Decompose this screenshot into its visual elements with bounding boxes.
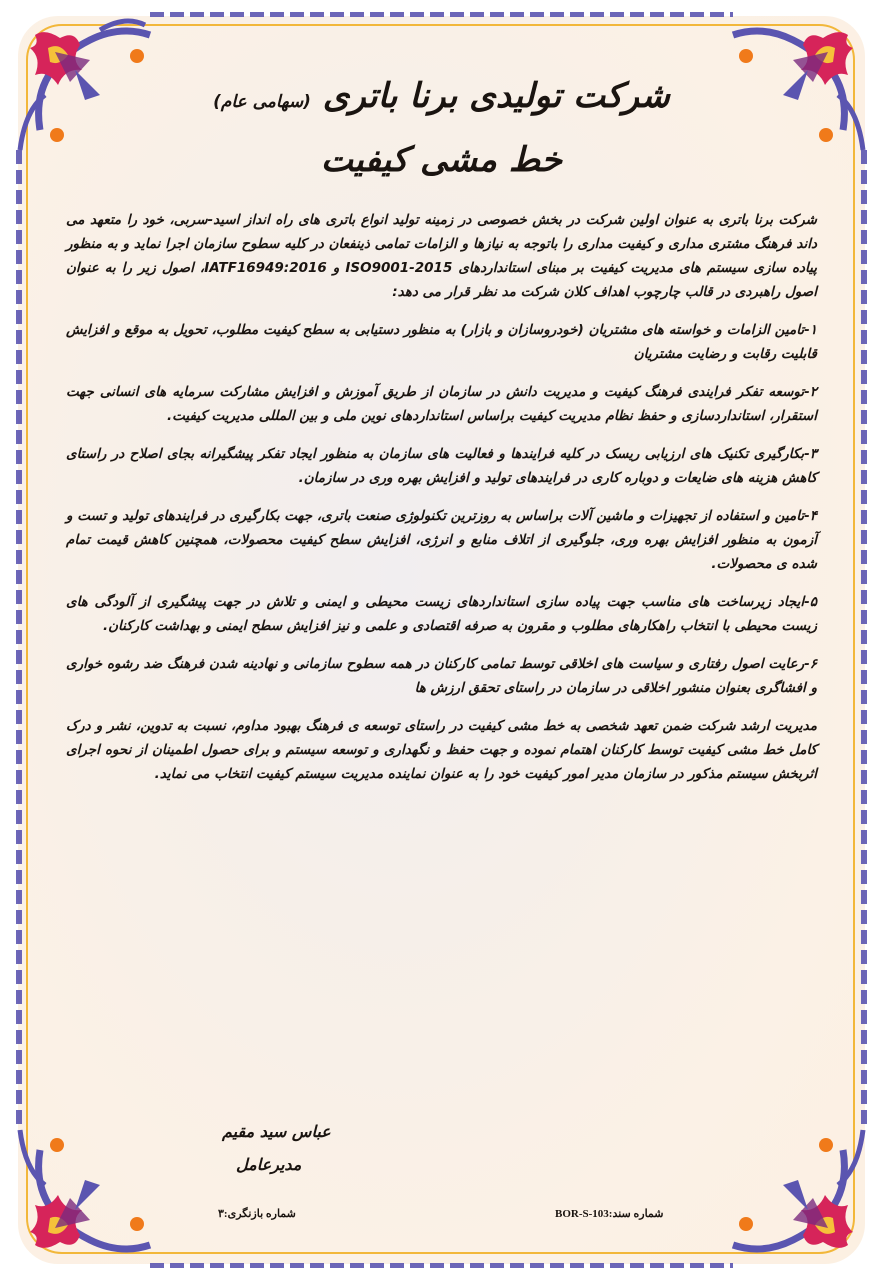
intro-line: شرکت برنا باتری به عنوان اولین شرکت در بخش خصوصی در زمینه تولید انواع باتری های راه انداز اسید-سربی، خود را متعهد می داند فرهنگ مشتری مداری و کیفیت مداری <box>66 212 817 252</box>
principle-2-cont: کیفیت براساس استانداردهای نوین ملی و بین المللی مدیریت کیفیت. <box>166 408 554 424</box>
principle-5-cont: و مقرون به صرفه اقتصادی و علمی و نیز افزایش سطح ایمنی و بهداشت کارکنان. <box>102 618 567 634</box>
principle-1-line: ۱-تامین الزامات و خواسته های مشتریان (خودروسازان و بازار) به منظور دستیابی به سطح کیفیت مطلوب، تحویل به موقع و افزایش قابلیت رقابت و رضایت مشتریان <box>66 322 817 362</box>
company-type: (سهامی عام) <box>213 92 311 112</box>
border-vine-top <box>150 12 733 17</box>
principle-6 <box>66 652 817 700</box>
closing-paragraph <box>66 714 817 786</box>
closing-line: حفظ و نگهداری و توسعه سیستم و برای حصول اطمینان از نحوه اجرای اثربخش سیستم مذکور در سازمان مدیر امور کیفیت خود را به عنوان نماینده مدیریت سیستم کیفیت انتخاب می نماید. <box>66 742 817 782</box>
revision-number: شماره بازنگری:۳ <box>218 1208 296 1220</box>
principle-3-line: ۳-بکارگیری تکنیک های ارزیابی ریسک در کلیه فرایندها و فعالیت های سازمان به منظور ایجاد تفکر پیشگیرانه بجای اصلاح در راستای کاهش هزینه های ضایعات و دوباره کاری در <box>66 446 817 486</box>
page-title: خط مشی کیفیت <box>320 140 563 180</box>
corner-ornament-icon <box>0 1110 170 1280</box>
corner-ornament-icon <box>713 1110 883 1280</box>
principle-3 <box>66 442 817 490</box>
signatory-position: مدیرعامل <box>236 1155 302 1174</box>
principle-6-cont: در راستای تحقق ارزش ها <box>414 680 562 696</box>
principle-2 <box>66 380 817 428</box>
principle-1 <box>66 318 817 366</box>
principle-5-line: ۵-ایجاد زیرساخت های مناسب جهت پیاده سازی استانداردهای زیست محیطی و ایمنی و تلاش در جهت پیشگیری از آلودگی های زیست محیطی با انتخاب راهکارهای مطلوب <box>66 594 817 634</box>
company-name <box>60 76 823 116</box>
principle-2-line: ۲-توسعه تفکر فرایندی فرهنگ کیفیت و مدیریت دانش در سازمان از طریق آموزش و افزایش مشارکت سرمایه های انسانی جهت استقرار، استانداردسازی و حفظ نظام مدیریت <box>66 384 817 424</box>
principle-4-cont: جلوگیری از اتلاف منابع و انرژی، افزایش سطح کیفیت محصولات، همچنین کاهش قیمت تمام شده ی محصولات. <box>66 532 817 572</box>
border-vine-left <box>16 150 22 1130</box>
intro-paragraph <box>66 208 817 304</box>
principle-3-cont: فرایندهای تولید و افزایش بهره وری در سازمان. <box>298 470 570 486</box>
intro-line: و IATF16949:2016، اصول زیر را به عنوان اصول راهبردی در قالب چارچوب اهداف کلان شرکت مد نظر قرار می دهد: <box>66 260 817 300</box>
intro-line: را باتوجه به نیازها و الزامات تمامی ذینفعان در کلیه سطوح سازمان اجرا نماید و به منظور پیاده سازی سیستم های مدیریت کیفیت بر مبنای استانداردهای ISO9001-2015 <box>66 236 817 276</box>
document-number: شماره سند:BOR-S-103 <box>555 1208 664 1220</box>
border-vine-right <box>861 150 867 1130</box>
principle-5 <box>66 590 817 638</box>
principle-6-line: ۶-رعایت اصول رفتاری و سیاست های اخلاقی توسط تمامی کارکنان در همه سطوح سازمانی و نهادینه شدن فرهنگ ضد رشوه خواری و افشاگری بعنوان منشور اخلاقی در سازمان <box>66 656 817 696</box>
signatory-name: عباس سید مقیم <box>222 1122 331 1141</box>
border-vine-bottom <box>150 1263 733 1268</box>
company-title: شرکت تولیدی برنا باتری <box>322 76 670 116</box>
policy-body <box>66 208 817 800</box>
principle-4-line: ۴-تامین و استفاده از تجهیزات و ماشین آلات براساس به روزترین تکنولوژی صنعت باتری، جهت بکارگیری در فرایندهای تولید و تست و آزمون به منظور افزایش بهره وری، <box>66 508 818 548</box>
principle-4 <box>66 504 817 576</box>
closing-line: مدیریت ارشد شرکت ضمن تعهد شخصی به خط مشی کیفیت در راستای توسعه ی فرهنگ بهبود مداوم، نسبت به تدوین، نشر و درک کامل خط مشی کیفیت توسط کارکنان اهتمام نموده و جهت <box>66 718 817 758</box>
